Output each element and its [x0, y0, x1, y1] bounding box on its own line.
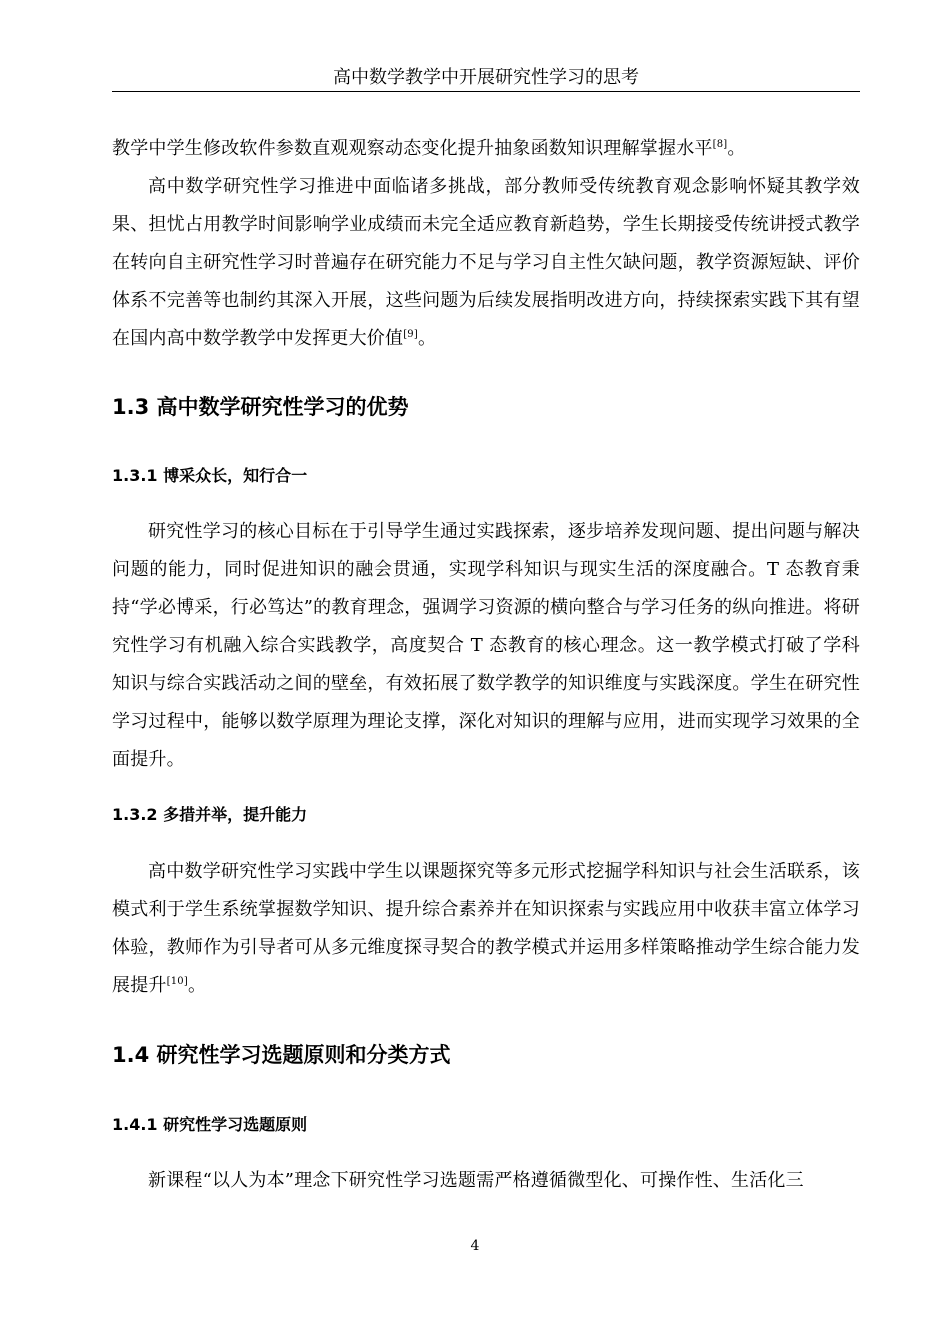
section-heading-1-3 — [112, 392, 860, 422]
section-title: 1.3 高中数学研究性学习的优势 — [112, 395, 409, 419]
header-divider — [112, 91, 860, 92]
citation-ref: [10] — [166, 976, 188, 987]
section-heading-1-4 — [112, 1040, 860, 1070]
paragraph-tail: 。 — [417, 328, 437, 349]
citation-ref: [9] — [403, 329, 418, 340]
paragraph-challenges — [112, 168, 860, 358]
paragraph-text: 教学中学生修改软件参数直观观察动态变化提升抽象函数知识理解掌握水平 — [112, 138, 713, 159]
citation-ref: [8] — [712, 139, 728, 150]
paragraph-text: 高中数学研究性学习推进中面临诸多挑战，部分教师受传统教育观念影响怀疑其教学效果、担忧占用教学时间影响学业成绩而未完全适应教育新趋势，学生长期接受传统讲授式教学在转向自主研究性学习时普遍存在研究能力不足与学习自主性欠缺问题，教学资源短缺、评价体系不完善等也制约其深入开展，这些问题为后续发展指明改进方向，持续探索实践下其有望在国内高中数学教学中发挥更大价值 — [112, 176, 860, 349]
paragraph-text: 研究性学习的核心目标在于引导学生通过实践探索，逐步培养发现问题、提出问题与解决问题的能力，同时促进知识的融会贯通，实现学科知识与现实生活的深度融合。T 态教育秉持“学必博采，行必笃达”的教育理念，强调学习资源的横向整合与学习任务的纵向推进。将研究性学习有机融入综合实践教学，高度契合 T 态教育的核心理念。这一教学模式打破了学科知识与综合实践活动之间的壁垒，有效拓展了数学教学的知识维度与实践深度。学生在研究性学习过程中，能够以数学原理为理论支撑，深化对知识的理解与应用，进而实现学习效果的全面提升。 — [112, 521, 860, 770]
paragraph-topic-principles — [112, 1162, 860, 1200]
paragraph-tail: 。 — [187, 975, 207, 996]
paragraph-text: 高中数学研究性学习实践中学生以课题探究等多元形式挖掘学科知识与社会生活联系，该模式利于学生系统掌握数学知识、提升综合素养并在知识探索与实践应用中收获丰富立体学习体验，教师作为引导者可从多元维度探寻契合的教学模式并运用多样策略推动学生综合能力发展提升 — [112, 861, 860, 996]
paragraph-text: 新课程“以人为本”理念下研究性学习选题需严格遵循微型化、可操作性、生活化三 — [148, 1170, 804, 1191]
running-header: 高中数学教学中开展研究性学习的思考 — [333, 67, 639, 88]
subsection-title: 1.3.1 博采众长，知行合一 — [112, 466, 308, 485]
subsection-heading-1-4-1 — [112, 1113, 860, 1137]
subsection-title: 1.3.2 多措并举，提升能力 — [112, 805, 308, 824]
paragraph-t-education — [112, 513, 860, 779]
subsection-heading-1-3-2 — [112, 803, 860, 827]
paragraph-continuation — [112, 130, 860, 168]
paragraph-practice — [112, 853, 860, 1005]
paragraph-tail: 。 — [727, 138, 746, 159]
subsection-heading-1-3-1 — [112, 464, 860, 488]
page-number: 4 — [470, 1238, 480, 1254]
section-title: 1.4 研究性学习选题原则和分类方式 — [112, 1043, 451, 1067]
subsection-title: 1.4.1 研究性学习选题原则 — [112, 1115, 308, 1134]
